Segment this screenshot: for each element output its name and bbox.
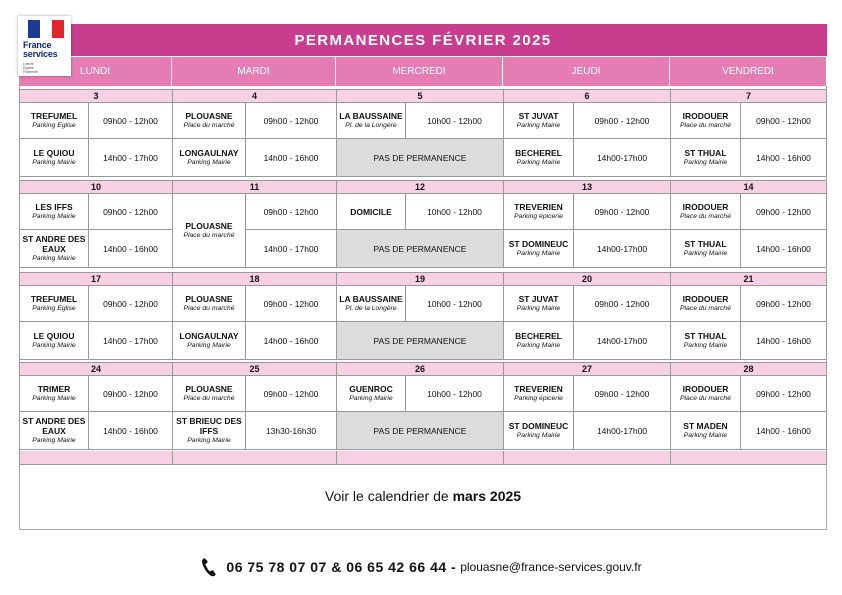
date-cell: 10 [19,180,172,194]
location-cell [670,376,740,412]
day-header-jeudi: JEUDI [503,57,670,86]
contact-phones: 06 75 78 07 07 & 06 65 42 66 44 - [226,559,457,575]
location-name: IRODOUER [682,384,729,394]
location-name: ST THUAL [684,239,727,249]
bottom-strip [670,451,827,465]
time-slot: 10h00 - 12h00 [405,286,503,322]
time-slot: 14h00 - 17h00 [245,230,336,268]
time-slot: 13h30-16h30 [245,412,336,450]
time-slot: 10h00 - 12h00 [405,376,503,412]
date-cell: 6 [503,89,670,103]
location-name: PLOUASNE [185,384,233,394]
location-place: Parking Mairie [683,250,728,257]
day-header-vendredi: VENDREDI [670,57,827,86]
location-name: IRODOUER [682,111,729,121]
time-slot: 09h00 - 12h00 [245,194,336,230]
time-slot: 14h00 - 17h00 [88,139,172,177]
time-slot: 09h00 - 12h00 [88,286,172,322]
location-place: Parking Mairie [516,342,561,349]
location-cell [172,376,245,412]
date-cell: 7 [670,89,827,103]
date-cell: 20 [503,272,670,286]
location-place: Place du marché [183,232,235,239]
location-place: Parking Mairie [32,395,76,402]
location-cell [670,230,740,268]
location-place: Parking Mairie [516,432,561,439]
location-name: TREVERIEN [514,202,563,212]
logo-motto-line2: Égalité [23,66,34,70]
no-permanence-cell: PAS DE PERMANENCE [336,139,503,177]
day-header-mardi: MARDI [172,57,336,86]
time-slot: 14h00-17h00 [573,139,670,177]
time-slot: 09h00 - 12h00 [88,376,172,412]
location-name: BECHEREL [515,148,562,158]
day-header-mercredi: MERCREDI [336,57,503,86]
location-name: LE QUIOU [33,331,75,341]
day-header-lundi: LUNDI [19,57,172,86]
location-name: IRODOUER [682,294,729,304]
location-place: Pl. de la Longère [345,122,397,129]
no-permanence-cell: PAS DE PERMANENCE [336,230,503,268]
location-name: BECHEREL [515,331,562,341]
location-cell [503,322,573,360]
location-place: Parking Eglise [32,122,76,129]
logo-motto-line1: Liberté [23,62,34,66]
date-cell: 11 [172,180,336,194]
logo-motto [23,62,38,74]
date-cell: 21 [670,272,827,286]
location-cell [172,103,245,139]
location-name: LA BAUSSAINE [339,111,403,121]
time-slot: 14h00 - 16h00 [740,412,827,450]
location-place: Parking Mairie [32,213,76,220]
location-place: Parking Mairie [516,250,561,257]
location-name: PLOUASNE [185,111,233,121]
time-slot: 09h00 - 12h00 [573,286,670,322]
date-cell: 27 [503,362,670,376]
location-name: ST ANDRE DES EAUX [22,416,86,436]
time-slot: 14h00 - 16h00 [740,322,827,360]
time-slot: 14h00-17h00 [573,322,670,360]
time-slot: 14h00 - 16h00 [245,139,336,177]
location-place: Place du marché [679,305,731,312]
location-cell [172,139,245,177]
location-cell [670,286,740,322]
date-cell: 25 [172,362,336,376]
location-cell [503,376,573,412]
location-name: LONGAULNAY [179,148,239,158]
location-name: LA BAUSSAINE [339,294,403,304]
time-slot: 10h00 - 12h00 [405,103,503,139]
time-slot: 09h00 - 12h00 [245,376,336,412]
location-cell [503,412,573,450]
time-slot: 14h00 - 16h00 [740,139,827,177]
location-place: Parking Mairie [683,159,728,166]
location-place: Parking Mairie [187,342,231,349]
location-cell [670,139,740,177]
date-cell: 4 [172,89,336,103]
date-cell: 3 [19,89,172,103]
date-cell: 13 [503,180,670,194]
bottom-strip [336,451,503,465]
location-name: ST THUAL [684,148,727,158]
location-name: TREFUMEL [30,294,78,304]
location-name: ST DOMINEUC [508,239,569,249]
location-place: Parking épicerie [514,213,563,220]
location-name: TREVERIEN [514,384,563,394]
logo-motto-line3: Fraternité [23,70,38,74]
bottom-strip [172,451,336,465]
location-place: Parking Mairie [349,395,393,402]
location-cell [503,103,573,139]
time-slot: 09h00 - 12h00 [740,194,827,230]
location-place: Parking Mairie [32,437,76,444]
time-slot: 09h00 - 12h00 [573,103,670,139]
location-place: Place du marché [183,305,235,312]
location-place: Parking Mairie [32,159,76,166]
date-cell: 19 [336,272,503,286]
location-place: Parking Mairie [516,159,561,166]
location-place: Parking Mairie [683,432,728,439]
phone-icon [200,556,218,578]
location-place: Parking Mairie [516,305,561,312]
location-cell [336,286,405,322]
date-cell: 12 [336,180,503,194]
location-name: ST THUAL [684,331,727,341]
location-cell [336,194,405,230]
logo-brand-line2: services [23,49,58,59]
france-services-logo [18,16,71,76]
bottom-strip [503,451,670,465]
location-name: PLOUASNE [185,294,233,304]
location-cell [19,194,88,230]
location-cell [19,230,88,268]
logo-brand-line1: France [23,40,52,50]
contact-footer [0,556,842,578]
time-slot: 09h00 - 12h00 [573,376,670,412]
bottom-strip [19,451,172,465]
location-cell [19,286,88,322]
location-name: LES IFFS [35,202,73,212]
time-slot: 09h00 - 12h00 [573,194,670,230]
location-place: Place du marché [679,122,731,129]
location-place: Parking Mairie [187,437,231,444]
location-cell [172,286,245,322]
location-place: Parking Mairie [516,122,561,129]
time-slot: 14h00 - 17h00 [88,322,172,360]
location-place: Parking Mairie [32,255,76,262]
date-cell: 5 [336,89,503,103]
location-cell [503,194,573,230]
location-cell [336,103,405,139]
time-slot: 10h00 - 12h00 [405,194,503,230]
location-place: Place du marché [183,395,235,402]
location-place: Parking Mairie [32,342,76,349]
time-slot: 14h00 - 16h00 [740,230,827,268]
location-name: ST JUVAT [518,294,559,304]
location-name: LONGAULNAY [179,331,239,341]
location-cell [172,322,245,360]
next-month-prefix: Voir le calendrier de [324,488,453,504]
location-cell [670,322,740,360]
date-cell: 17 [19,272,172,286]
time-slot: 09h00 - 12h00 [740,103,827,139]
location-name: ST BRIEUC DES IFFS [176,416,242,436]
location-place: Place du marché [679,395,731,402]
location-place: Parking épicerie [514,395,563,402]
page-title: PERMANENCES FÉVRIER 2025 [19,24,827,56]
date-cell: 26 [336,362,503,376]
location-name: GUENROC [349,384,393,394]
time-slot: 14h00 - 16h00 [88,230,172,268]
location-cell [670,412,740,450]
time-slot: 14h00 - 16h00 [88,412,172,450]
next-month-link[interactable] [19,488,827,504]
logo-brand-text [23,41,57,59]
time-slot: 14h00-17h00 [573,412,670,450]
location-cell [19,322,88,360]
location-name: ST ANDRE DES EAUX [22,234,86,254]
time-slot: 14h00 - 16h00 [245,322,336,360]
location-name: PLOUASNE [185,221,233,231]
next-month-label: mars 2025 [452,488,522,504]
location-cell [670,103,740,139]
time-slot: 09h00 - 12h00 [88,194,172,230]
location-name: IRODOUER [682,202,729,212]
french-flag-icon [28,20,64,38]
location-cell [172,194,245,268]
location-cell [19,139,88,177]
location-name: ST DOMINEUC [508,421,569,431]
location-name: LE QUIOU [33,148,75,158]
no-permanence-cell: PAS DE PERMANENCE [336,322,503,360]
location-name: TREFUMEL [30,111,78,121]
location-place: Parking Eglise [32,305,76,312]
location-cell [503,230,573,268]
location-cell [172,412,245,450]
location-cell [19,412,88,450]
time-slot: 09h00 - 12h00 [740,376,827,412]
no-permanence-cell: PAS DE PERMANENCE [336,412,503,450]
time-slot: 14h00-17h00 [573,230,670,268]
location-name: ST MADEN [683,421,728,431]
location-cell [503,139,573,177]
location-place: Place du marché [679,213,731,220]
location-name: TRIMER [37,384,71,394]
location-cell [336,376,405,412]
date-cell: 14 [670,180,827,194]
location-place: Place du marché [183,122,235,129]
location-name: ST JUVAT [518,111,559,121]
date-cell: 24 [19,362,172,376]
location-cell [19,103,88,139]
location-name: DOMICILE [350,206,392,217]
location-place: Pl. de la Longère [345,305,397,312]
time-slot: 09h00 - 12h00 [88,103,172,139]
time-slot: 09h00 - 12h00 [245,286,336,322]
date-cell: 18 [172,272,336,286]
location-place: Parking Mairie [187,159,231,166]
contact-email[interactable]: plouasne@france-services.gouv.fr [460,560,642,574]
location-cell [503,286,573,322]
date-cell: 28 [670,362,827,376]
time-slot: 09h00 - 12h00 [740,286,827,322]
location-cell [670,194,740,230]
location-place: Parking Mairie [683,342,728,349]
time-slot: 09h00 - 12h00 [245,103,336,139]
location-cell [19,376,88,412]
